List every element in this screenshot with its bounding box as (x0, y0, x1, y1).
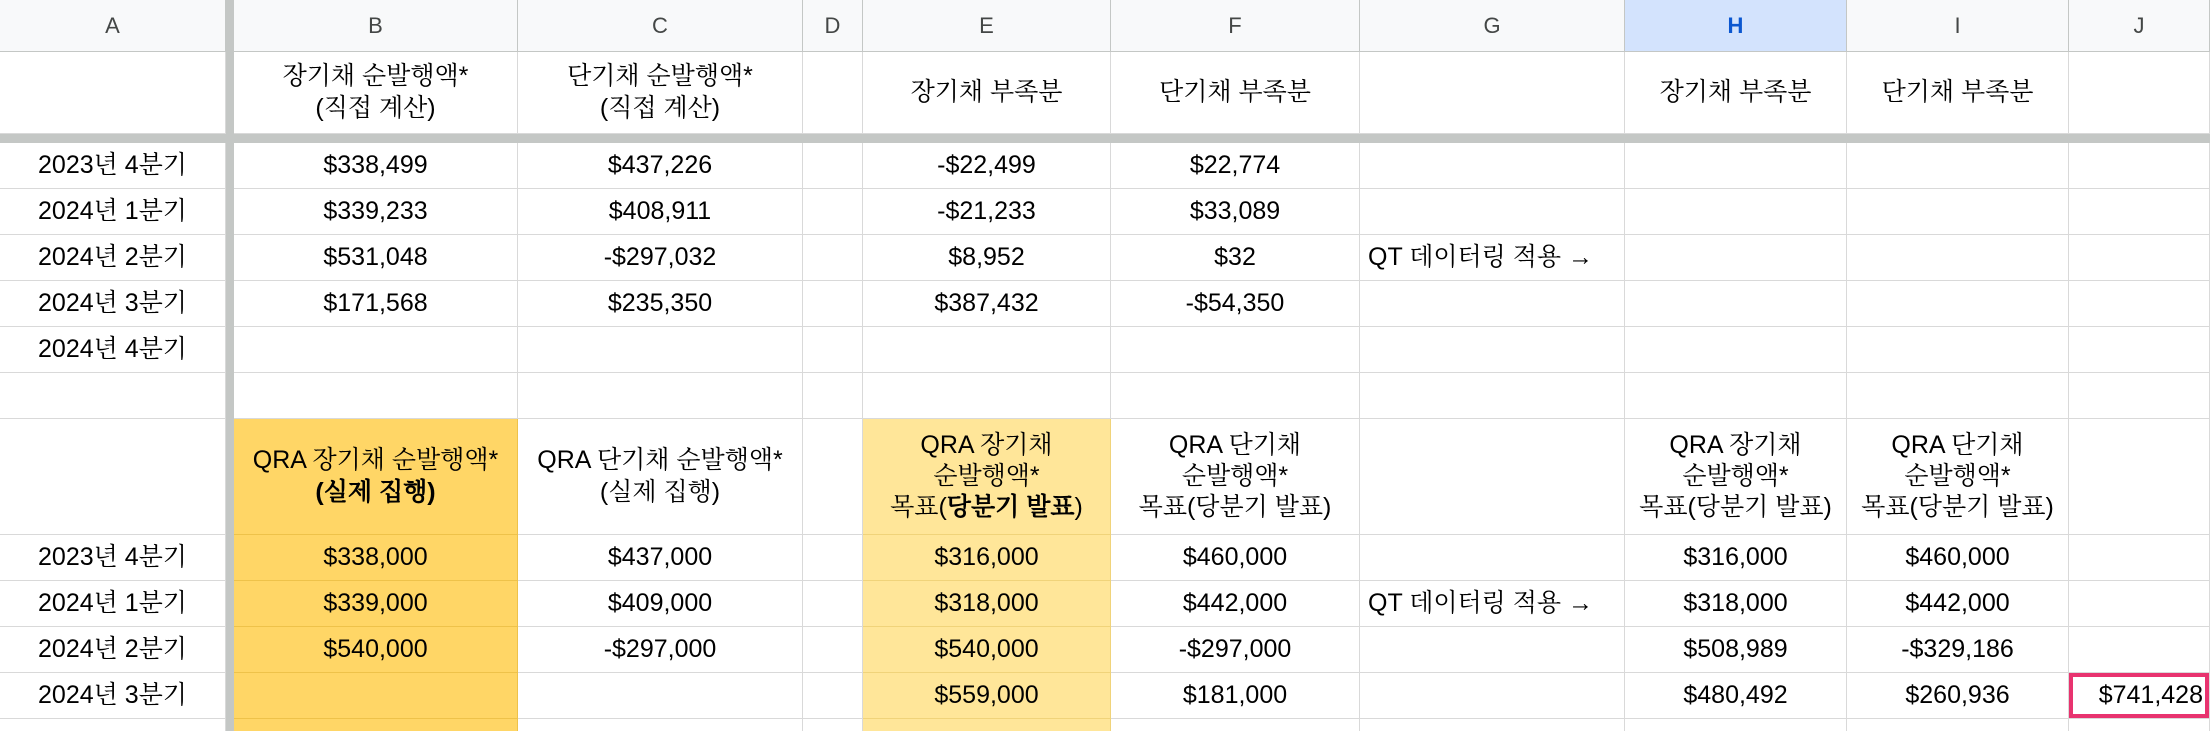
qra-header-c[interactable] (518, 419, 803, 535)
frozen-column-divider[interactable] (226, 627, 234, 673)
header-text: 단기채 부족분 (1881, 77, 2034, 106)
cell-i-8[interactable] (1847, 327, 2069, 373)
cell-g-13[interactable] (1360, 627, 1625, 673)
cell-f-5[interactable] (1111, 189, 1360, 235)
qra-header-text (890, 430, 1083, 524)
cell-c-4[interactable] (518, 143, 803, 189)
cell-text: $387,432 (934, 288, 1039, 317)
cell-a-14[interactable] (0, 673, 226, 719)
header-cell-e[interactable] (863, 52, 1111, 134)
cell-line: 순발행액* (1682, 461, 1789, 490)
cell-text: $741,428 (2098, 680, 2203, 709)
qra-header-j[interactable] (2069, 419, 2210, 535)
cell-text: $318,000 (934, 588, 1039, 617)
cell-line (890, 492, 1083, 523)
qra-header-d[interactable] (803, 419, 863, 535)
cell-d-14[interactable] (803, 673, 863, 719)
cell-b-5[interactable] (234, 189, 518, 235)
cell-b-9[interactable] (234, 373, 518, 419)
frozen-column-divider[interactable] (226, 719, 234, 731)
cell-h-11[interactable] (1625, 535, 1847, 581)
cell-line: 목표(당분기 발표) (1138, 493, 1332, 522)
cell-a-5[interactable] (0, 189, 226, 235)
cell-text: H (1727, 12, 1744, 38)
cell-text: $318,000 (1683, 588, 1788, 617)
frozen-column-divider[interactable] (226, 0, 234, 52)
cell-line: QRA 단기채 (1168, 430, 1302, 459)
cell-i-13[interactable] (1847, 627, 2069, 673)
frozen-column-divider[interactable] (226, 673, 234, 719)
cell-c-14[interactable] (518, 673, 803, 719)
cell-text: $460,000 (1905, 542, 2010, 571)
cell-g-9[interactable] (1360, 373, 1625, 419)
column-header-b[interactable] (234, 0, 518, 52)
cell-g-12[interactable] (1360, 581, 1625, 627)
cell-h-13[interactable] (1625, 627, 1847, 673)
cell-g-5[interactable] (1360, 189, 1625, 235)
qra-header-text (1139, 430, 1332, 524)
cell-text: C (652, 12, 668, 38)
cell-line: 목표(당분기 발표) (1861, 493, 2054, 522)
column-header-f[interactable] (1111, 0, 1360, 52)
cell-text: -$297,000 (603, 634, 717, 663)
qra-header-text (537, 445, 782, 508)
cell-line-part: 당분기 발표 (946, 493, 1075, 522)
header-cell-b[interactable] (234, 52, 518, 134)
cell-j-11[interactable] (2069, 535, 2210, 581)
cell-j-12[interactable] (2069, 581, 2210, 627)
header-cell-j[interactable] (2069, 52, 2210, 134)
frozen-column-divider[interactable] (226, 235, 234, 281)
cell-b-11[interactable] (234, 535, 518, 581)
cell-text: 2023년 4분기 (38, 542, 187, 571)
frozen-row-divider[interactable] (0, 134, 2210, 143)
cell-f-12[interactable] (1111, 581, 1360, 627)
cell-text: -$329,186 (1901, 634, 2014, 663)
cell-text: F (1228, 12, 1242, 38)
cell-h-14[interactable] (1625, 673, 1847, 719)
cell-d-8[interactable] (803, 327, 863, 373)
column-header-e[interactable] (863, 0, 1111, 52)
column-header-j[interactable] (2069, 0, 2210, 52)
cell-line: QRA 단기채 순발행액* (537, 446, 783, 475)
cell-d-12[interactable] (803, 581, 863, 627)
cell-text: $480,492 (1683, 680, 1788, 709)
frozen-column-divider[interactable] (226, 189, 234, 235)
cell-e-4[interactable] (863, 143, 1111, 189)
header-cell-h[interactable] (1625, 52, 1847, 134)
cell-line: 순발행액* (933, 461, 1040, 490)
column-header-d[interactable] (803, 0, 863, 52)
cell-a-15[interactable] (0, 719, 226, 731)
cell-text: G (1483, 12, 1501, 38)
qra-header-text (253, 445, 498, 508)
column-header-i[interactable] (1847, 0, 2069, 52)
cell-g-8[interactable] (1360, 327, 1625, 373)
cell-a-11[interactable] (0, 535, 226, 581)
header-text: 장기채 순발행액* (직접 계산) (282, 62, 469, 122)
cell-i-6[interactable] (1847, 235, 2069, 281)
cell-i-4[interactable] (1847, 143, 2069, 189)
cell-b-14[interactable] (234, 673, 518, 719)
cell-g-11[interactable] (1360, 535, 1625, 581)
frozen-column-divider[interactable] (226, 281, 234, 327)
cell-text: $316,000 (934, 542, 1039, 571)
cell-text: 2024년 2분기 (38, 242, 187, 271)
cell-text: $508,989 (1683, 634, 1788, 663)
cell-text: $171,568 (323, 288, 428, 317)
cell-f-6[interactable] (1111, 235, 1360, 281)
cell-text: -$21,233 (937, 196, 1036, 225)
cell-e-5[interactable] (863, 189, 1111, 235)
cell-text: 2024년 1분기 (38, 588, 187, 617)
cell-line: 순발행액* (1904, 461, 2011, 490)
cell-j-13[interactable] (2069, 627, 2210, 673)
cell-j-8[interactable] (2069, 327, 2210, 373)
cell-i-11[interactable] (1847, 535, 2069, 581)
cell-text: -$54,350 (1185, 288, 1285, 317)
cell-d-6[interactable] (803, 235, 863, 281)
cell-a-6[interactable] (0, 235, 226, 281)
cell-text: 2024년 2분기 (38, 634, 187, 663)
cell-line: (실제 집행) (315, 477, 436, 506)
cell-text: $437,226 (607, 150, 713, 179)
cell-f-14[interactable] (1111, 673, 1360, 719)
cell-e-15[interactable] (863, 719, 1111, 731)
cell-text: $8,952 (948, 242, 1025, 271)
cell-h-9[interactable] (1625, 373, 1847, 419)
cell-i-12[interactable] (1847, 581, 2069, 627)
cell-d-15[interactable] (803, 719, 863, 731)
cell-d-11[interactable] (803, 535, 863, 581)
cell-g-14[interactable] (1360, 673, 1625, 719)
qra-header-i[interactable] (1847, 419, 2069, 535)
cell-e-14[interactable] (863, 673, 1111, 719)
cell-c-12[interactable] (518, 581, 803, 627)
cell-j-7[interactable] (2069, 281, 2210, 327)
header-cell-i[interactable] (1847, 52, 2069, 134)
cell-f-8[interactable] (1111, 327, 1360, 373)
cell-text: $339,000 (323, 588, 428, 617)
cell-c-11[interactable] (518, 535, 803, 581)
cell-e-8[interactable] (863, 327, 1111, 373)
cell-text: $408,911 (608, 196, 712, 225)
cell-text: $22,774 (1189, 150, 1281, 179)
header-cell-c[interactable] (518, 52, 803, 134)
cell-c-13[interactable] (518, 627, 803, 673)
cell-a-7[interactable] (0, 281, 226, 327)
cell-d-9[interactable] (803, 373, 863, 419)
cell-h-7[interactable] (1625, 281, 1847, 327)
cell-e-11[interactable] (863, 535, 1111, 581)
cell-j-5[interactable] (2069, 189, 2210, 235)
cell-g-6[interactable] (1360, 235, 1625, 281)
header-cell-g[interactable] (1360, 52, 1625, 134)
cell-e-9[interactable] (863, 373, 1111, 419)
cell-text: $338,000 (323, 542, 428, 571)
cell-line: QRA 단기채 (1891, 430, 2024, 459)
cell-text: A (105, 12, 120, 38)
column-header-h[interactable] (1625, 0, 1847, 52)
cell-text: $339,233 (323, 196, 428, 225)
cell-text: J (2133, 12, 2145, 38)
column-header-a[interactable] (0, 0, 226, 52)
cell-text: $33,089 (1189, 196, 1281, 225)
qra-header-b[interactable] (234, 419, 518, 535)
cell-i-9[interactable] (1847, 373, 2069, 419)
qra-header-a[interactable] (0, 419, 226, 535)
cell-text: $437,000 (607, 542, 713, 571)
frozen-column-divider[interactable] (226, 535, 234, 581)
cell-text: -$297,032 (603, 242, 717, 271)
frozen-column-divider[interactable] (226, 581, 234, 627)
cell-b-8[interactable] (234, 327, 518, 373)
header-cell-f[interactable] (1111, 52, 1360, 134)
cell-f-13[interactable] (1111, 627, 1360, 673)
qra-header-f[interactable] (1111, 419, 1360, 535)
qra-header-h[interactable] (1625, 419, 1847, 535)
cell-a-12[interactable] (0, 581, 226, 627)
cell-text: 2024년 4분기 (38, 334, 187, 363)
cell-j-15[interactable] (2069, 719, 2210, 731)
cell-c-5[interactable] (518, 189, 803, 235)
frozen-column-divider[interactable] (226, 373, 234, 419)
cell-d-4[interactable] (803, 143, 863, 189)
cell-text: $460,000 (1182, 542, 1288, 571)
cell-b-6[interactable] (234, 235, 518, 281)
cell-i-7[interactable] (1847, 281, 2069, 327)
cell-b-13[interactable] (234, 627, 518, 673)
cell-text: 2024년 3분기 (38, 680, 187, 709)
cell-j-14[interactable] (2069, 673, 2210, 719)
header-text: 단기채 순발행액* (직접 계산) (567, 62, 753, 122)
cell-g-4[interactable] (1360, 143, 1625, 189)
cell-text: E (979, 12, 994, 38)
cell-h-15[interactable] (1625, 719, 1847, 731)
qra-header-e[interactable] (863, 419, 1111, 535)
cell-f-7[interactable] (1111, 281, 1360, 327)
cell-text: $559,000 (934, 680, 1039, 709)
cell-text: $235,350 (607, 288, 713, 317)
cell-text: $540,000 (934, 634, 1039, 663)
cell-b-12[interactable] (234, 581, 518, 627)
cell-line-part: 목표( (890, 493, 947, 522)
cell-line: QRA 장기채 (1669, 430, 1802, 459)
frozen-column-divider[interactable] (226, 52, 234, 134)
cell-j-4[interactable] (2069, 143, 2210, 189)
cell-f-15[interactable] (1111, 719, 1360, 731)
cell-text: 2024년 1분기 (38, 196, 187, 225)
cell-d-7[interactable] (803, 281, 863, 327)
header-text: 장기채 부족분 (1659, 77, 1812, 106)
cell-text: $260,936 (1905, 680, 2010, 709)
cell-d-13[interactable] (803, 627, 863, 673)
cell-h-4[interactable] (1625, 143, 1847, 189)
header-cell-d[interactable] (803, 52, 863, 134)
column-header-g[interactable] (1360, 0, 1625, 52)
cell-text: $32 (1214, 242, 1256, 271)
cell-text: D (824, 12, 841, 38)
cell-text: $409,000 (607, 588, 713, 617)
cell-j-6[interactable] (2069, 235, 2210, 281)
cell-c-6[interactable] (518, 235, 803, 281)
cell-f-11[interactable] (1111, 535, 1360, 581)
qra-header-text (1861, 430, 2054, 524)
cell-e-6[interactable] (863, 235, 1111, 281)
frozen-column-divider[interactable] (226, 143, 234, 189)
cell-text: I (1954, 12, 1961, 38)
cell-f-9[interactable] (1111, 373, 1360, 419)
cell-line: (실제 집행) (599, 477, 721, 506)
header-cell-a[interactable] (0, 52, 226, 134)
cell-f-4[interactable] (1111, 143, 1360, 189)
cell-a-9[interactable] (0, 373, 226, 419)
cell-i-5[interactable] (1847, 189, 2069, 235)
header-text: 단기채 부족분 (1159, 77, 1311, 106)
cell-line-part: ) (1074, 493, 1083, 522)
cell-text: $181,000 (1182, 680, 1288, 709)
cell-text: QT 데이터링 적용 → (1368, 242, 1594, 271)
cell-text: -$22,499 (937, 150, 1036, 179)
cell-text: -$297,000 (1178, 634, 1292, 663)
cell-h-8[interactable] (1625, 327, 1847, 373)
qra-header-text (1639, 430, 1832, 524)
cell-h-12[interactable] (1625, 581, 1847, 627)
cell-text: QT 데이터링 적용 → (1368, 588, 1594, 617)
cell-line: 목표(당분기 발표) (1639, 493, 1832, 522)
cell-c-8[interactable] (518, 327, 803, 373)
column-header-c[interactable] (518, 0, 803, 52)
cell-b-7[interactable] (234, 281, 518, 327)
cell-e-13[interactable] (863, 627, 1111, 673)
cell-c-15[interactable] (518, 719, 803, 731)
cell-a-4[interactable] (0, 143, 226, 189)
cell-line: QRA 장기채 순발행액* (252, 446, 499, 475)
cell-text: $338,499 (323, 150, 428, 179)
cell-g-7[interactable] (1360, 281, 1625, 327)
cell-c-9[interactable] (518, 373, 803, 419)
cell-line: 순발행액* (1181, 461, 1289, 490)
cell-e-7[interactable] (863, 281, 1111, 327)
cell-h-6[interactable] (1625, 235, 1847, 281)
cell-text: $531,048 (323, 242, 428, 271)
cell-text: $442,000 (1182, 588, 1288, 617)
cell-h-5[interactable] (1625, 189, 1847, 235)
cell-g-15[interactable] (1360, 719, 1625, 731)
cell-b-15[interactable] (234, 719, 518, 731)
cell-text: 2024년 3분기 (38, 288, 187, 317)
cell-text: B (368, 12, 383, 38)
header-text: 장기채 부족분 (910, 77, 1063, 106)
cell-i-15[interactable] (1847, 719, 2069, 731)
cell-text: $540,000 (323, 634, 428, 663)
cell-text: $316,000 (1683, 542, 1788, 571)
cell-text: 2023년 4분기 (38, 150, 187, 179)
cell-i-14[interactable] (1847, 673, 2069, 719)
cell-j-9[interactable] (2069, 373, 2210, 419)
cell-line: QRA 장기채 (920, 430, 1053, 459)
qra-header-g[interactable] (1360, 419, 1625, 535)
cell-c-7[interactable] (518, 281, 803, 327)
cell-a-8[interactable] (0, 327, 226, 373)
frozen-column-divider[interactable] (226, 419, 234, 535)
cell-e-12[interactable] (863, 581, 1111, 627)
cell-b-4[interactable] (234, 143, 518, 189)
frozen-column-divider[interactable] (226, 327, 234, 373)
cell-text: $442,000 (1905, 588, 2010, 617)
cell-a-13[interactable] (0, 627, 226, 673)
cell-d-5[interactable] (803, 189, 863, 235)
